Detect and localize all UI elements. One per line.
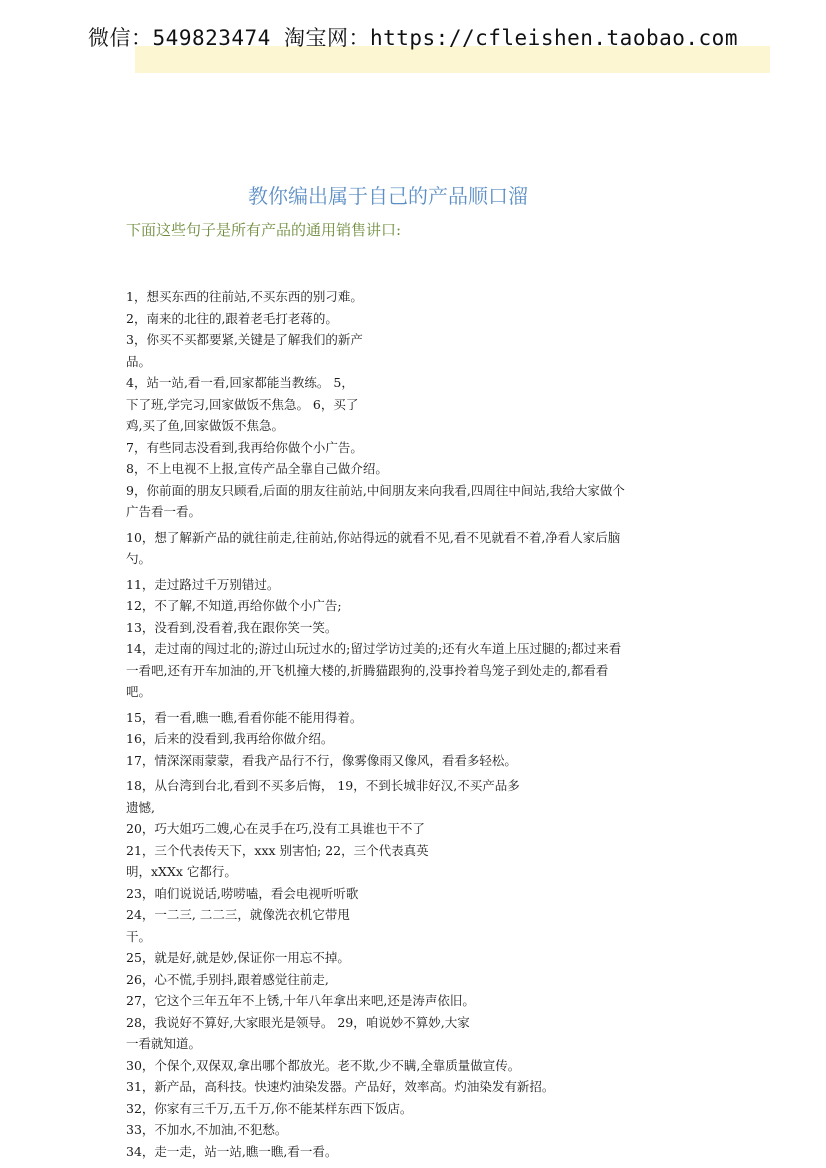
slogan-line: 26，心不慌,手别抖,跟着感觉往前走, [126,971,329,987]
slogan-line: 28，我说好不算好,大家眼光是领导。 29，咱说妙不算妙,大家 [126,1014,470,1030]
slogan-line: 17，情深深雨蒙蒙，看我产品行不行，像雾像雨又像风，看看多轻松。 [126,752,517,768]
slogan-line: 下了班,学完习,回家做饭不焦急。 6，买了 [126,396,359,412]
slogan-line: 9，你前面的朋友只顾看,后面的朋友往前站,中间朋友来向我看,四周往中间站,我给大家做个 [126,482,625,498]
slogan-line: 吧。 [126,684,152,699]
slogan-line: 16，后来的没看到,我再给你做介绍。 [126,731,334,746]
slogan-line: 23，咱们说说话,唠唠嗑，看会电视听听歌 [126,885,359,901]
slogan-line: 20，巧大姐巧二嫂,心在灵手在巧,没有工具谁也干不了 [126,821,425,836]
slogan-line: 8，不上电视不上报,宣传产品全靠自己做介绍。 [126,461,388,476]
slogan-line: 27，它这个三年五年不上锈,十年八年拿出来吧,还是涛声依旧。 [126,993,475,1008]
slogan-line: 3，你买不买都要紧,关键是了解我们的新产 [126,332,363,347]
slogan-line: 一看就知道。 [126,1036,202,1051]
slogan-line: 21，三个代表传天下，xxx 别害怕; 22，三个代表真英 [126,842,429,858]
document-title: 教你编出属于自己的产品顺口溜 [248,184,528,208]
slogan-line: 25，就是好,就是妙,保证你一用忘不掉。 [126,950,350,965]
slogan-line: 品。 [126,353,152,369]
slogan-line: 干。 [126,928,152,944]
slogan-line: 30，个保个,双保双,拿出哪个都放光。老不欺,少不瞒,全靠质量做宣传。 [126,1057,521,1073]
slogan-line: 明，xXXx 它都行。 [126,864,237,879]
document-subtitle: 下面这些句子是所有产品的通用销售讲口: [126,221,402,239]
slogan-line: 14，走过南的闯过北的;游过山玩过水的;留过学访过美的;还有火车道上压过腿的;都过来看 [126,641,622,656]
slogan-line: 广告看一看。 [126,504,202,519]
slogan-line: 7，有些同志没看到,我再给你做个小广告。 [126,439,363,455]
slogan-line: 31，新产品，高科技。快速灼油染发器。产品好，效率高。灼油染发有新招。 [126,1079,555,1094]
slogan-line: 1，想买东西的往前站,不买东西的别刁难。 [126,289,363,304]
slogan-line: 10，想了解新产品的就往前走,往前站,你站得远的就看不见,看不见就看不着,净看人家后脑 [126,529,621,545]
slogan-line: 18，从台湾到台北,看到不买多后悔， 19，不到长城非好汉,不买产品多 [126,778,520,793]
slogan-line: 鸡,买了鱼,回家做饭不焦急。 [126,418,284,433]
slogan-line: 15，看一看,瞧一瞧,看看你能不能用得着。 [126,709,363,725]
slogan-line: 2，南来的北往的,跟着老毛打老蒋的。 [126,310,338,326]
slogan-line: 一看吧,还有开车加油的,开飞机撞大楼的,折腾猫跟狗的,没事拎着鸟笼子到处走的,都看看 [126,662,609,678]
header-contact: 微信：549823474 淘宝网：https://cfleishen.taobao.com [88,26,738,50]
slogan-list [126,286,716,1162]
slogan-line: 12，不了解,不知道,再给你做个小广告; [126,598,342,613]
slogan-line: 13，没看到,没看着,我在跟你笑一笑。 [126,619,338,635]
slogan-line: 11，走过路过千万别错过。 [126,576,280,592]
slogan-line: 34，走一走，站一站,瞧一瞧,看一看。 [126,1143,338,1159]
slogan-line: 勺。 [126,551,152,566]
slogan-line: 4，站一站,看一看,回家都能当教练。 5， [126,375,354,390]
slogan-line: 32，你家有三千万,五千万,你不能某样东西下饭店。 [126,1100,413,1116]
slogan-line: 遗憾, [126,799,155,815]
slogan-line: 24，一二三, 二二三，就像洗衣机它带甩 [126,907,350,922]
slogan-line: 33，不加水,不加油,不犯愁。 [126,1122,288,1137]
